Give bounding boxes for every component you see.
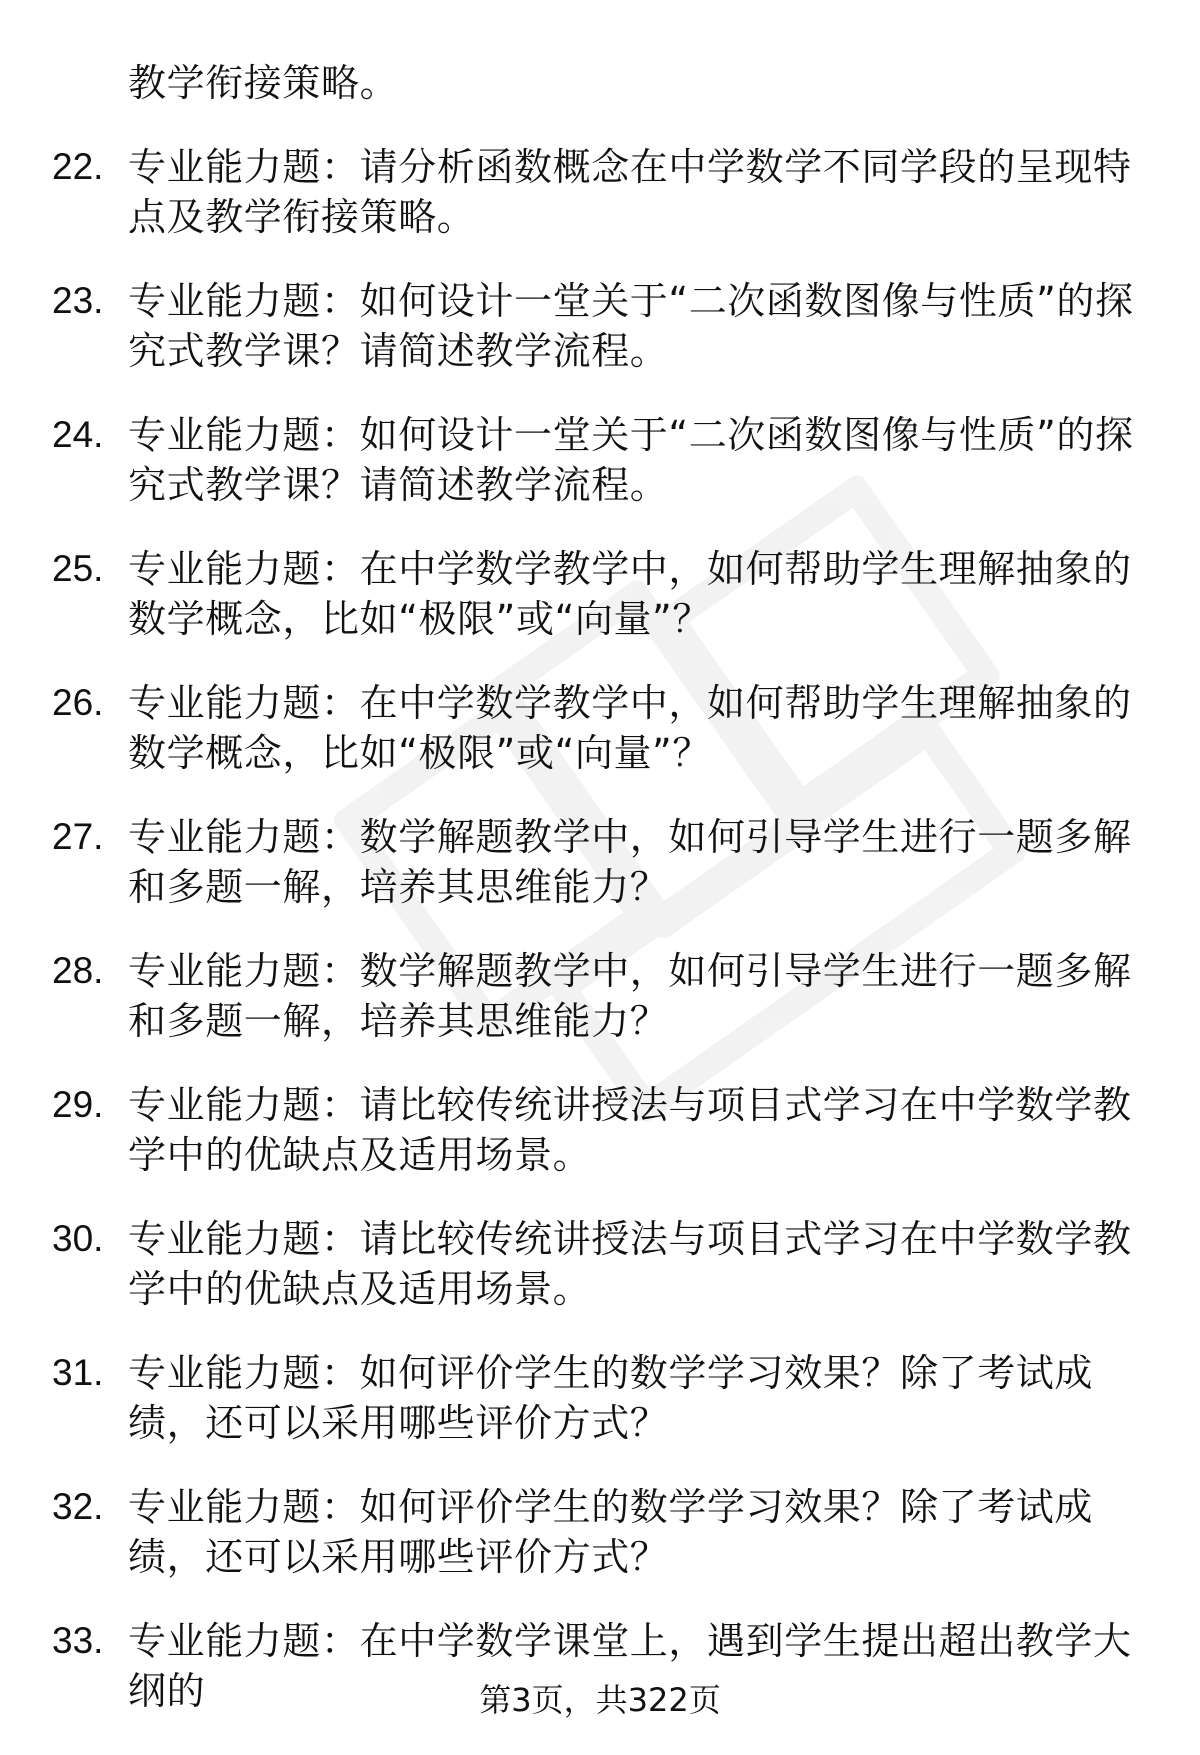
- list-item: [0, 1214, 1200, 1314]
- list-item: [0, 276, 1200, 376]
- item-text: 专业能力题：如何评价学生的数学学习效果？除了考试成绩，还可以采用哪些评价方式？: [128, 1485, 1094, 1579]
- page-footer: 第3页，共322页: [479, 1681, 721, 1719]
- item-number: 27.: [52, 816, 104, 857]
- list-item: [0, 410, 1200, 510]
- item-number: 28.: [52, 950, 104, 991]
- item-text: 专业能力题：数学解题教学中，如何引导学生进行一题多解和多题一解，培养其思维能力？: [128, 949, 1132, 1043]
- list-item: [0, 678, 1200, 778]
- item-text: 专业能力题：如何设计一堂关于“二次函数图像与性质”的探究式教学课？请简述教学流程。: [128, 279, 1134, 373]
- continuation-text: 教学衔接策略。: [128, 61, 399, 105]
- list-item-continuation: [0, 58, 1200, 108]
- item-number: 26.: [52, 682, 104, 723]
- list-item: [0, 142, 1200, 242]
- item-text: 专业能力题：请比较传统讲授法与项目式学习在中学数学教学中的优缺点及适用场景。: [128, 1083, 1132, 1177]
- list-item: [0, 544, 1200, 644]
- item-number: 30.: [52, 1218, 104, 1259]
- item-text: 专业能力题：在中学数学教学中，如何帮助学生理解抽象的数学概念，比如“极限”或“向量”？: [128, 681, 1132, 775]
- item-number: 25.: [52, 548, 104, 589]
- item-text: 专业能力题：数学解题教学中，如何引导学生进行一题多解和多题一解，培养其思维能力？: [128, 815, 1132, 909]
- item-number: 29.: [52, 1084, 104, 1125]
- item-number: 31.: [52, 1352, 104, 1393]
- item-number: 33.: [52, 1620, 104, 1661]
- question-list: [0, 58, 1200, 1750]
- item-text: 专业能力题：如何设计一堂关于“二次函数图像与性质”的探究式教学课？请简述教学流程。: [128, 413, 1134, 507]
- list-item: [0, 812, 1200, 912]
- list-item: [0, 1482, 1200, 1582]
- item-text: 专业能力题：请比较传统讲授法与项目式学习在中学数学教学中的优缺点及适用场景。: [128, 1217, 1132, 1311]
- item-text: 专业能力题：请分析函数概念在中学数学不同学段的呈现特点及教学衔接策略。: [128, 145, 1132, 239]
- item-number: 32.: [52, 1486, 104, 1527]
- item-text: 专业能力题：在中学数学课堂上，遇到学生提出超出教学大纲的: [128, 1619, 1132, 1713]
- item-text: 专业能力题：在中学数学教学中，如何帮助学生理解抽象的数学概念，比如“极限”或“向量”？: [128, 547, 1132, 641]
- item-number: 23.: [52, 280, 104, 321]
- item-text: 专业能力题：如何评价学生的数学学习效果？除了考试成绩，还可以采用哪些评价方式？: [128, 1351, 1094, 1445]
- item-number: 24.: [52, 414, 104, 455]
- list-item: [0, 1348, 1200, 1448]
- list-item: [0, 946, 1200, 1046]
- list-item: [0, 1080, 1200, 1180]
- item-number: 22.: [52, 146, 104, 187]
